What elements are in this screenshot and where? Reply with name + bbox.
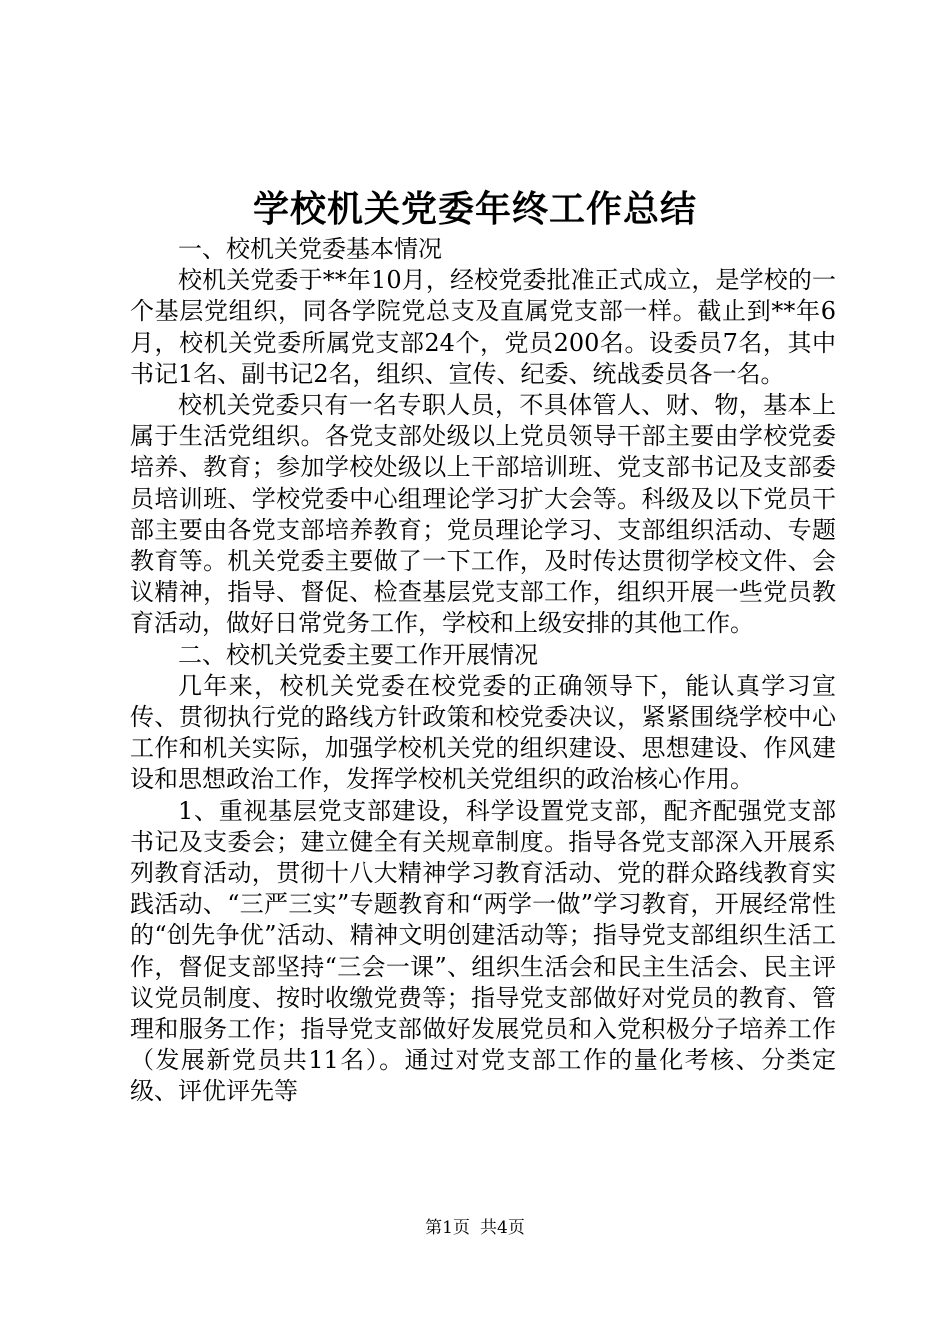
section-heading-1: 一、校机关党委基本情况 bbox=[178, 235, 442, 263]
page-number-current: 第1页 bbox=[425, 1218, 470, 1238]
paragraph-3: 几年来，校机关党委在校党委的正确领导下，能认真学习宣传、贯彻执行党的路线方针政策和校党委决议，紧紧围绕学校中心工作和机关实际，加强学校机关党的组织建设、思想建设、作风建设和思想政治工作，发挥学校机关党组织的政治核心作用。 bbox=[130, 671, 836, 794]
page-footer bbox=[0, 1216, 950, 1240]
document-title: 学校机关党委年终工作总结 bbox=[252, 188, 697, 230]
paragraph-2: 校机关党委只有一名专职人员，不具体管人、财、物，基本上属于生活党组织。各党支部处级以上党员领导干部主要由学校党委培养、教育；参加学校处级以上干部培训班、党支部书记及支部委员培训班、学校党委中心组理论学习扩大会等。科级及以下党员干部主要由各党支部培养教育；党员理论学习、支部组织活动、专题教育等。机关党委主要做了一下工作，及时传达贯彻学校文件、会议精神，指导、督促、检查基层党支部工作，组织开展一些党员教育活动，做好日常党务工作，学校和上级安排的其他工作。 bbox=[130, 391, 836, 638]
document-body bbox=[130, 234, 836, 1108]
paragraph-4: 1、重视基层党支部建设，科学设置党支部，配齐配强党支部书记及支委会；建立健全有关规章制度。指导各党支部深入开展系列教育活动，贯彻十八大精神学习教育活动、党的群众路线教育实践活动、“三严三实”专题教育和“两学一做”学习教育，开展经常性的“创先争优”活动、精神文明创建活动等；指导党支部组织生活工作，督促支部坚持“三会一课”、组织生活会和民主生活会、民主评议党员制度、按时收缴党费等；指导党支部做好对党员的教育、管理和服务工作；指导党支部做好发展党员和入党积极分子培养工作（发展新党员共11名）。通过对党支部工作的量化考核、分类定级、评优评先等 bbox=[130, 796, 836, 1106]
paragraph-1: 校机关党委于**年10月，经校党委批准正式成立，是学校的一个基层党组织，同各学院党总支及直属党支部一样。截止到**年6月，校机关党委所属党支部24个，党员200名。设委员7名，其中书记1名、副书记2名，组织、宣传、纪委、统战委员各一名。 bbox=[130, 266, 836, 388]
page-number-total: 共4页 bbox=[480, 1218, 525, 1238]
section-heading-2: 二、校机关党委主要工作开展情况 bbox=[178, 640, 538, 669]
